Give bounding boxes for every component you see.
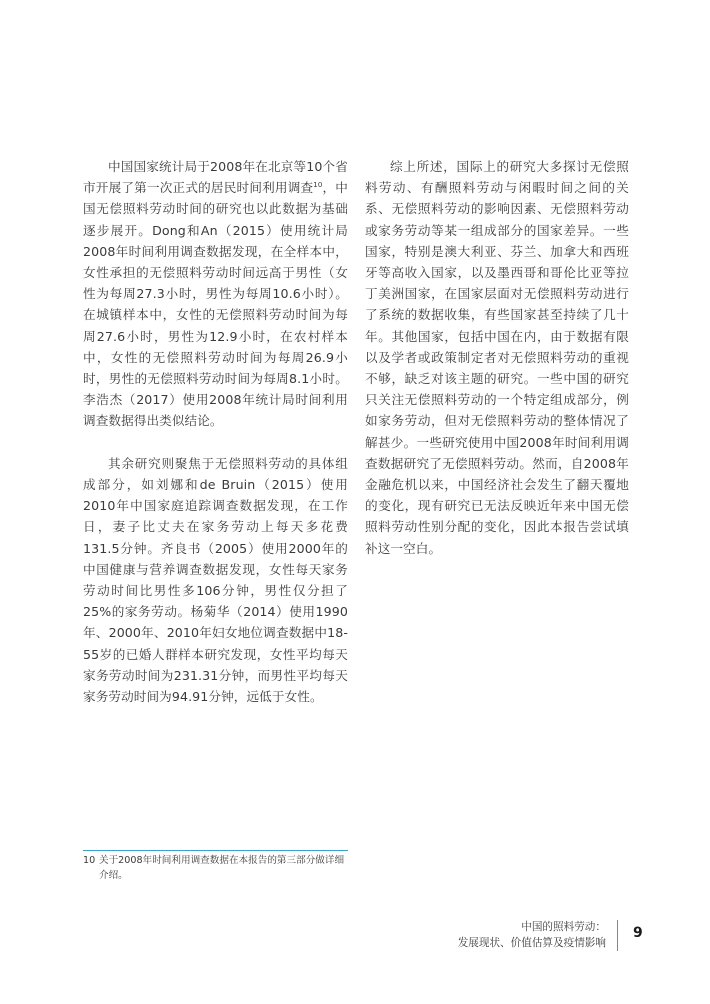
left-column bbox=[83, 156, 348, 728]
footnote bbox=[83, 853, 348, 883]
footnote-number: 10 bbox=[83, 855, 96, 866]
running-footer bbox=[458, 919, 606, 951]
footer-title-line-1: 中国的照料劳动： bbox=[521, 921, 606, 933]
footer-divider bbox=[617, 920, 618, 951]
footnote-reference[interactable]: 10 bbox=[313, 181, 323, 190]
right-paragraph-1: 综上所述，国际上的研究大多探讨无偿照料劳动、有酬照料劳动与闲暇时间之间的关系、无偿照料劳动的影响因素、无偿照料劳动或家务劳动等某一组成部分的国家差异。一些国家，特别是澳大利亚、芬兰、加拿大和西班牙等高收入国家，以及墨西哥和哥伦比亚等拉丁美洲国家，在国家层面对无偿照料劳动进行了系统的数据收集，有些国家甚至持续了几十年。其他国家，包括中国在内，由于数据有限以及学者或政策制定者对无偿照料劳动的重视不够，缺乏对该主题的研究。一些中国的研究只关注无偿照料劳动的一个特定组成部分，例如家务劳动，但对无偿照料劳动的整体情况了解甚少。一些研究使用中国2008年时间利用调查数据研究了无偿照料劳动。然而，自2008年金融危机以来，中国经济社会发生了翻天覆地的变化，现有研究已无法反映近年来中国无偿照料劳动性别分配的变化，因此本报告尝试填补这一空白。 bbox=[365, 159, 629, 556]
left-paragraph-1-text-cont: ，中国无偿照料劳动时间的研究也以此数据为基础逐步展开。Dong和An（2015）使用统计局2008年时间利用调查数据发现，在全样本中，女性承担的无偿照料劳动时间远高于男性（女性为每周27.3小时，男性为每周10.6小时）。在城镇样本中，女性的无偿照料劳动时间为每周27.6小时，男性为12.9小时，在农村样本中，女性的无偿照料劳动时间为每周26.9小时，男性的无偿照料劳动时间为每周8.1小时。李浩杰（2017）使用2008年统计局时间利用调查数据得出类似结论。 bbox=[83, 180, 348, 429]
footer-title-line-2: 发展现状、价值估算及疫情影响 bbox=[457, 937, 606, 949]
footnote-text: 关于2008年时间利用调查数据在本报告的第三部分做详细介绍。 bbox=[99, 855, 345, 881]
left-paragraph-1 bbox=[83, 156, 348, 432]
left-paragraph-1-text: 中国国家统计局于2008年在北京等10个省市开展了第一次正式的居民时间利用调查 bbox=[83, 159, 348, 196]
right-column bbox=[365, 156, 629, 580]
footnote-divider bbox=[83, 850, 348, 851]
left-paragraph-2: 其余研究则聚焦于无偿照料劳动的具体组成部分，如刘娜和de Bruin（2015）使用2010年中国家庭追踪调查数据发现，在工作日，妻子比丈夫在家务劳动上每天多花费131.5分钟。齐良书（2005）使用2000年的中国健康与营养调查数据发现，女性每天家务劳动时间比男性多106分钟，男性仅分担了25%的家务劳动。杨菊华（2014）使用1990年、2000年、2010年妇女地位调查数据中18-55岁的已婚人群样本研究发现，女性平均每天家务劳动时间为231.31分钟，而男性平均每天家务劳动时间为94.91分钟，远低于女性。 bbox=[83, 455, 348, 705]
page-number: 9 bbox=[633, 925, 643, 941]
